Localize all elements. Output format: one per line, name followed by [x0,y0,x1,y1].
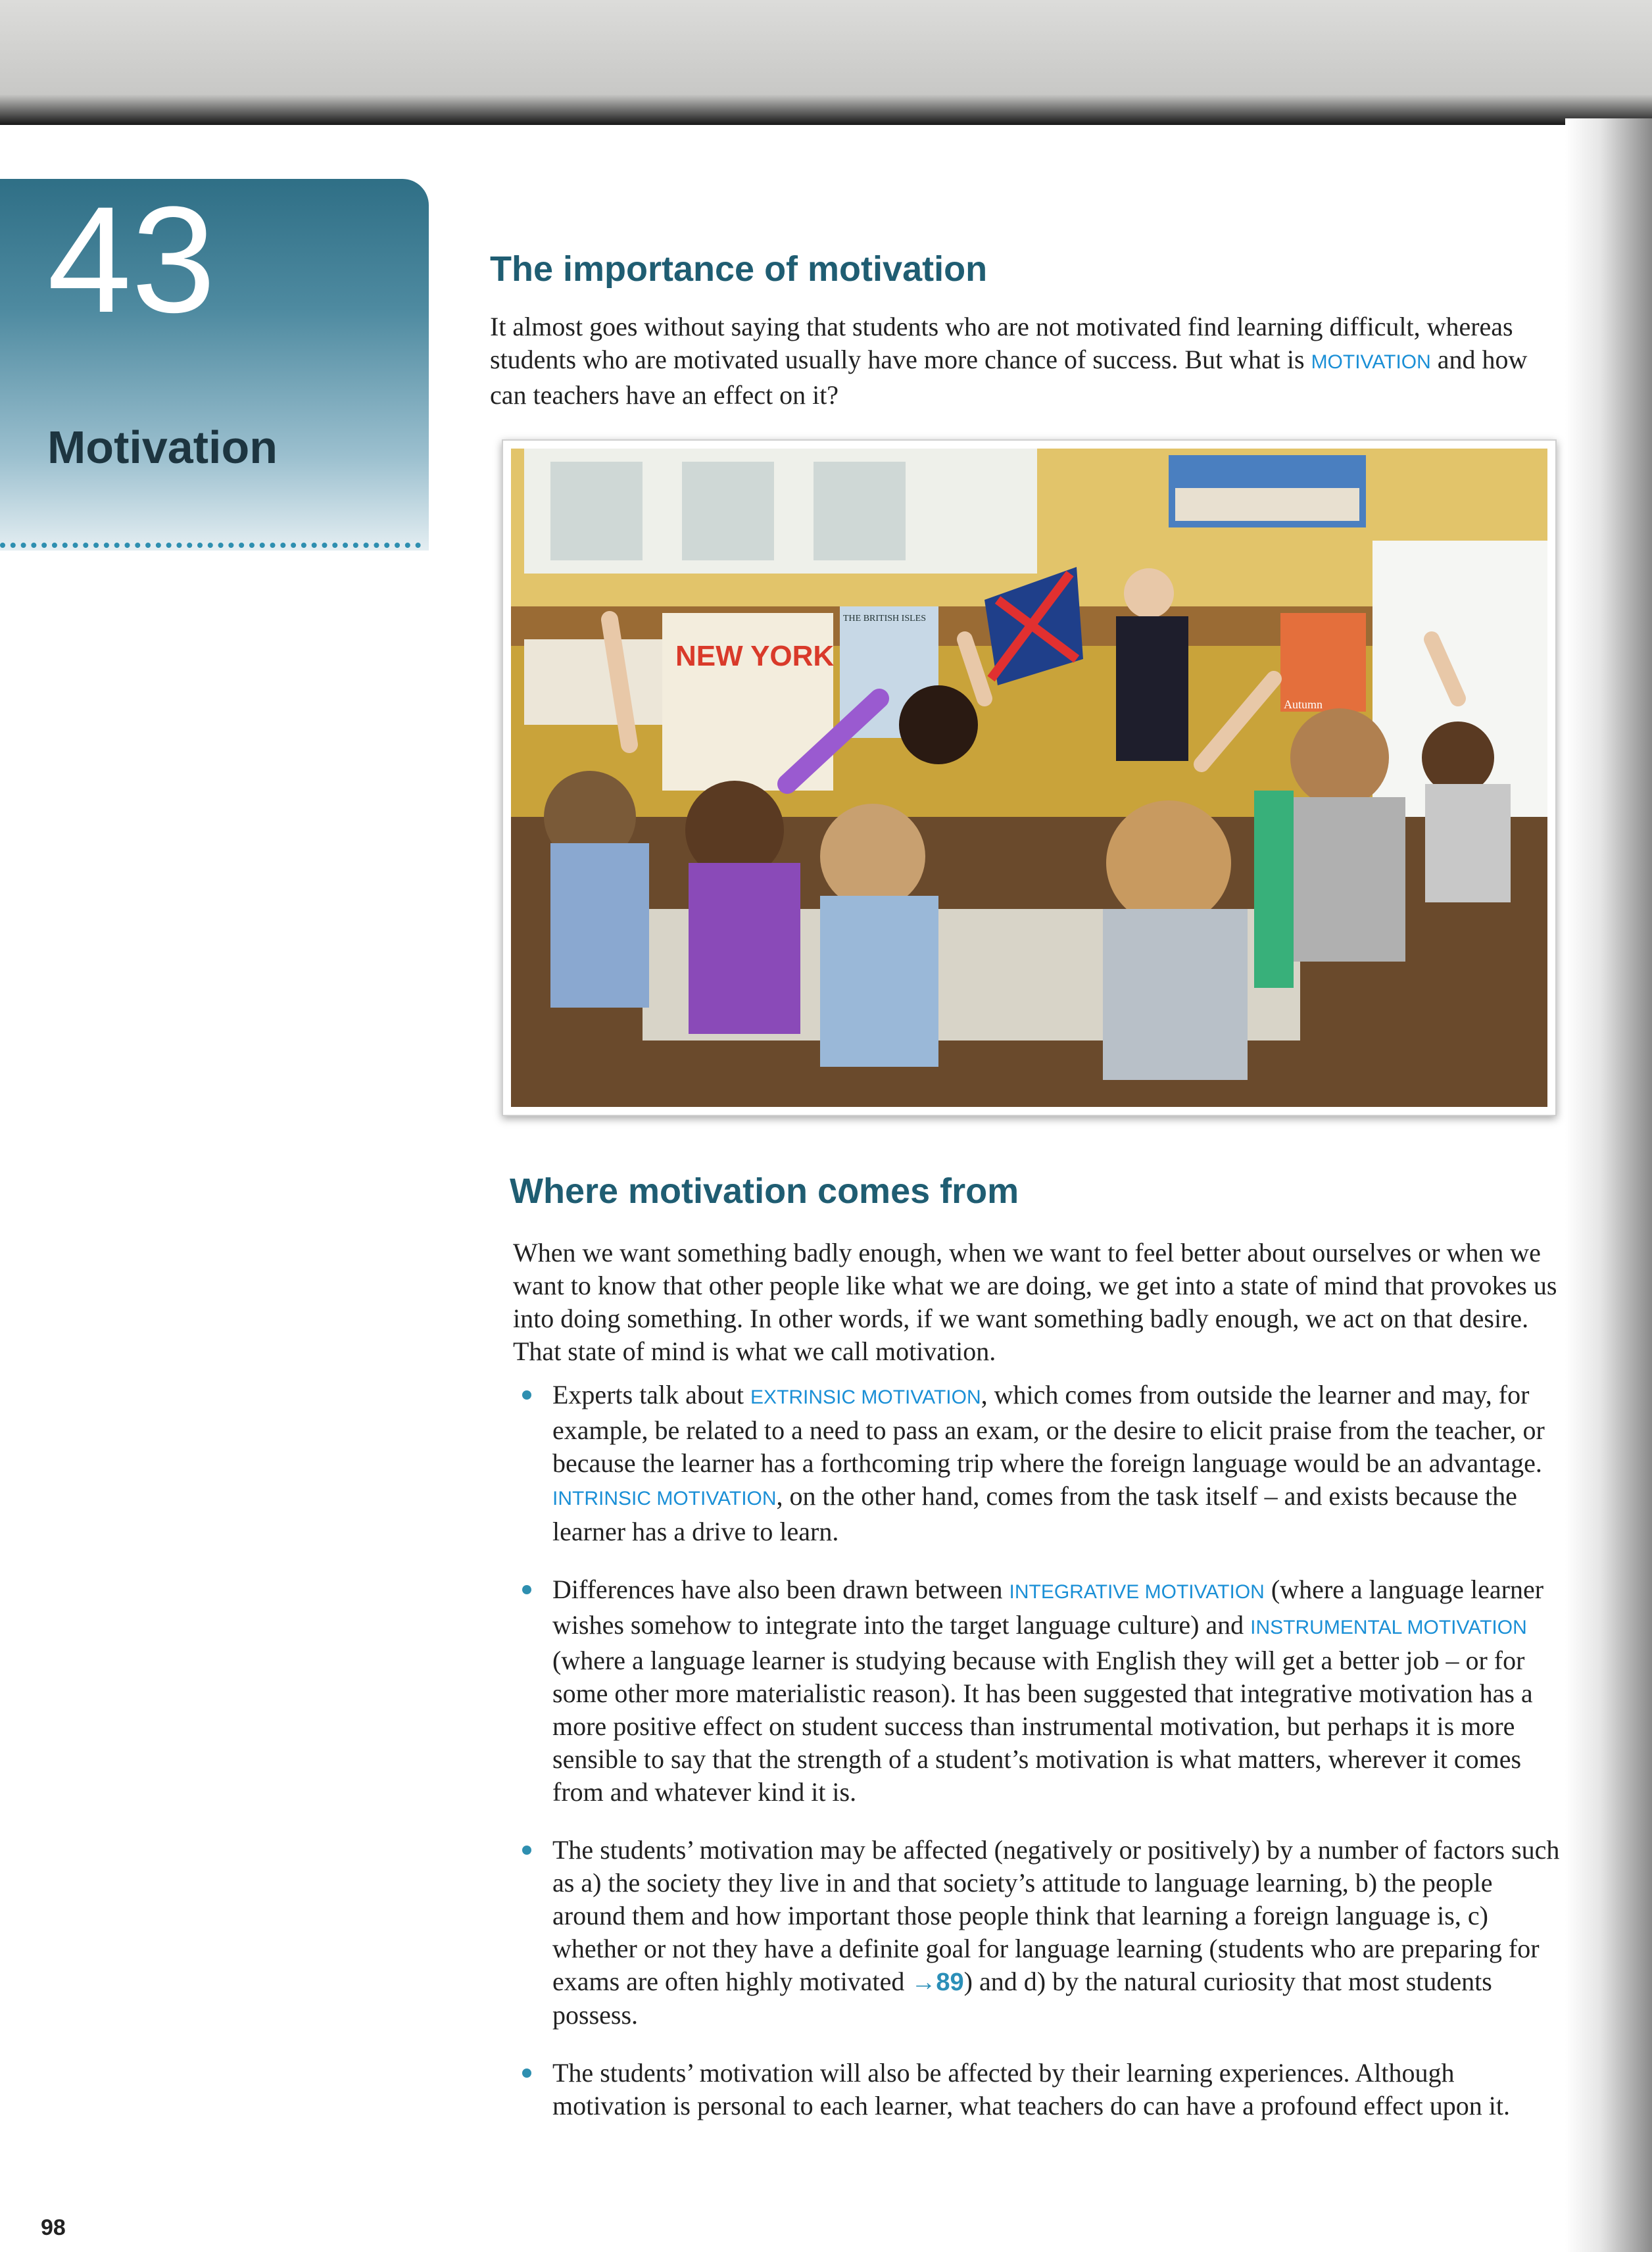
where-paragraph: When we want something badly enough, when we want to feel better about ourselves or when we want to know that other people like what we are doing, we get into a state of mind that provokes us into doing something. In other words, if we want something badly enough, we act on that desire. That state of mind is what we call motivation. [513,1238,1557,1366]
classroom-photo [502,439,1557,1116]
bullet-text: (where a language learner wishes somehow to integrate into the target language culture) and [552,1575,1544,1640]
chapter-title: Motivation [47,422,278,473]
key-term-integrative: INTEGRATIVE MOTIVATION [1009,1581,1265,1603]
list-item [513,1573,1565,1809]
bullet-text: , which comes from outside the learner and may, for example, be related to a need to pass an exam, or the desire to elicit praise from the teacher, or because the learner has a forthcoming trip where the foreign language would be an advantage. [552,1380,1545,1478]
poster-new-york: NEW YORK [675,640,835,672]
bullet-text: , on the other hand, comes from the task itself – and exists because the learner has a drive to learn. [552,1481,1517,1546]
chapter-number: 43 [47,175,216,344]
poster-autumn: Autumn [1284,698,1323,711]
intro-paragraph [490,310,1555,412]
page-number: 98 [41,2215,66,2240]
list-item [513,2057,1565,2122]
page-gutter-shadow [1565,118,1652,2252]
list-item [513,1834,1565,2032]
bullet-text: Differences have also been drawn between [552,1575,1009,1604]
section-heading-where: Where motivation comes from [510,1171,1019,1211]
list-item [513,1379,1565,1548]
bullet-text: (where a language learner is studying because with English they will get a better job – or for some other more materialistic reason). It has been suggested that integrative motivation has a more positive effect on student success than instrumental motivation, but perhaps it is more sensible to say that the strength of a student’s motivation is what matters, wherever it comes from and whatever kind it is. [552,1646,1533,1807]
intro-text-1: It almost goes without saying that students who are not motivated find learning difficult, whereas students who are motivated usually have more chance of success. But what is [490,312,1513,374]
key-term-intrinsic: INTRINSIC MOTIVATION [552,1488,777,1509]
key-term-extrinsic: EXTRINSIC MOTIVATION [750,1386,981,1408]
dotted-divider [0,543,421,548]
bullet-icon [522,1585,531,1594]
bullet-icon [522,1390,531,1400]
bullet-text: The students’ motivation will also be affected by their learning experiences. Although motivation is personal to each learner, what teachers do can have a profound effect upon it. [552,2058,1510,2120]
poster-british-isles: THE BRITISH ISLES [843,614,926,624]
bullet-icon [522,2068,531,2078]
bullet-text: The students’ motivation may be affected (negatively or positively) by a number of factors such as a) the society they live in and that society’s attitude to language learning, b) the people around them and how important those people think that learning a foreign language is, c) whether or not they have a definite goal for language learning (students who are preparing for exams are often highly motivated [552,1835,1560,1996]
key-term-motivation: MOTIVATION [1311,351,1431,373]
cross-reference-link[interactable]: →89 [911,1969,964,1996]
scan-top-edge [0,0,1652,135]
section-heading-importance: The importance of motivation [490,249,988,289]
bullet-text: ) and d) by the natural curiosity that most students possess. [552,1967,1492,2030]
motivation-bullet-list [513,1379,1565,2147]
intro-text-2: and how can teachers have an effect on it? [490,345,1528,410]
classroom-photo-image [511,449,1547,1107]
bullet-icon [522,1846,531,1855]
bullet-text: Experts talk about [552,1380,751,1409]
key-term-instrumental: INSTRUMENTAL MOTIVATION [1250,1617,1527,1638]
